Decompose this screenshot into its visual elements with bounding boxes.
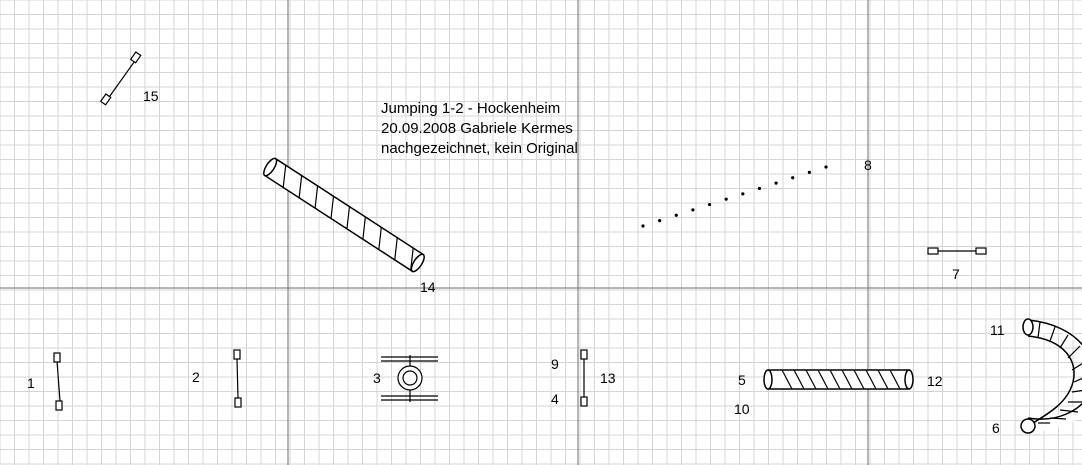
marker-dot [758, 187, 761, 190]
title-line-1: Jumping 1-2 - Hockenheim [381, 100, 561, 117]
label-4: 4 [551, 391, 559, 407]
label-11: 11 [990, 322, 1005, 338]
label-2: 2 [192, 369, 200, 385]
title-line-3: nachgezeichnet, kein Original [381, 140, 578, 157]
label-15: 15 [143, 88, 159, 104]
label-12: 12 [927, 373, 943, 389]
label-7: 7 [952, 266, 960, 282]
obstacle-8[interactable] [641, 165, 827, 227]
obstacle-5-12[interactable] [764, 370, 913, 389]
obstacle-2[interactable] [234, 350, 241, 407]
title-line-2: 20.09.2008 Gabriele Kermes [381, 120, 573, 137]
label-8: 8 [864, 157, 872, 173]
course-title [381, 100, 578, 157]
marker-dot [725, 198, 728, 201]
marker-dot [791, 176, 794, 179]
label-13: 13 [600, 370, 616, 386]
label-3: 3 [373, 370, 381, 386]
marker-dot [691, 208, 694, 211]
label-9: 9 [551, 356, 559, 372]
marker-dot [824, 165, 827, 168]
label-6: 6 [992, 420, 1000, 436]
label-14: 14 [420, 279, 436, 295]
marker-dot [641, 224, 644, 227]
marker-dot [658, 219, 661, 222]
label-5: 5 [738, 372, 746, 388]
marker-dot [741, 192, 744, 195]
obstacle-1[interactable] [54, 353, 62, 410]
marker-dot [774, 181, 777, 184]
label-1: 1 [27, 375, 35, 391]
stripe [1074, 374, 1082, 382]
obstacle-15[interactable] [101, 52, 141, 105]
marker-dot [675, 214, 678, 217]
marker-dot [808, 171, 811, 174]
label-10: 10 [734, 401, 750, 417]
stripe [1060, 335, 1068, 348]
marker-dot [708, 203, 711, 206]
obstacle-9-13-4[interactable] [581, 350, 587, 406]
